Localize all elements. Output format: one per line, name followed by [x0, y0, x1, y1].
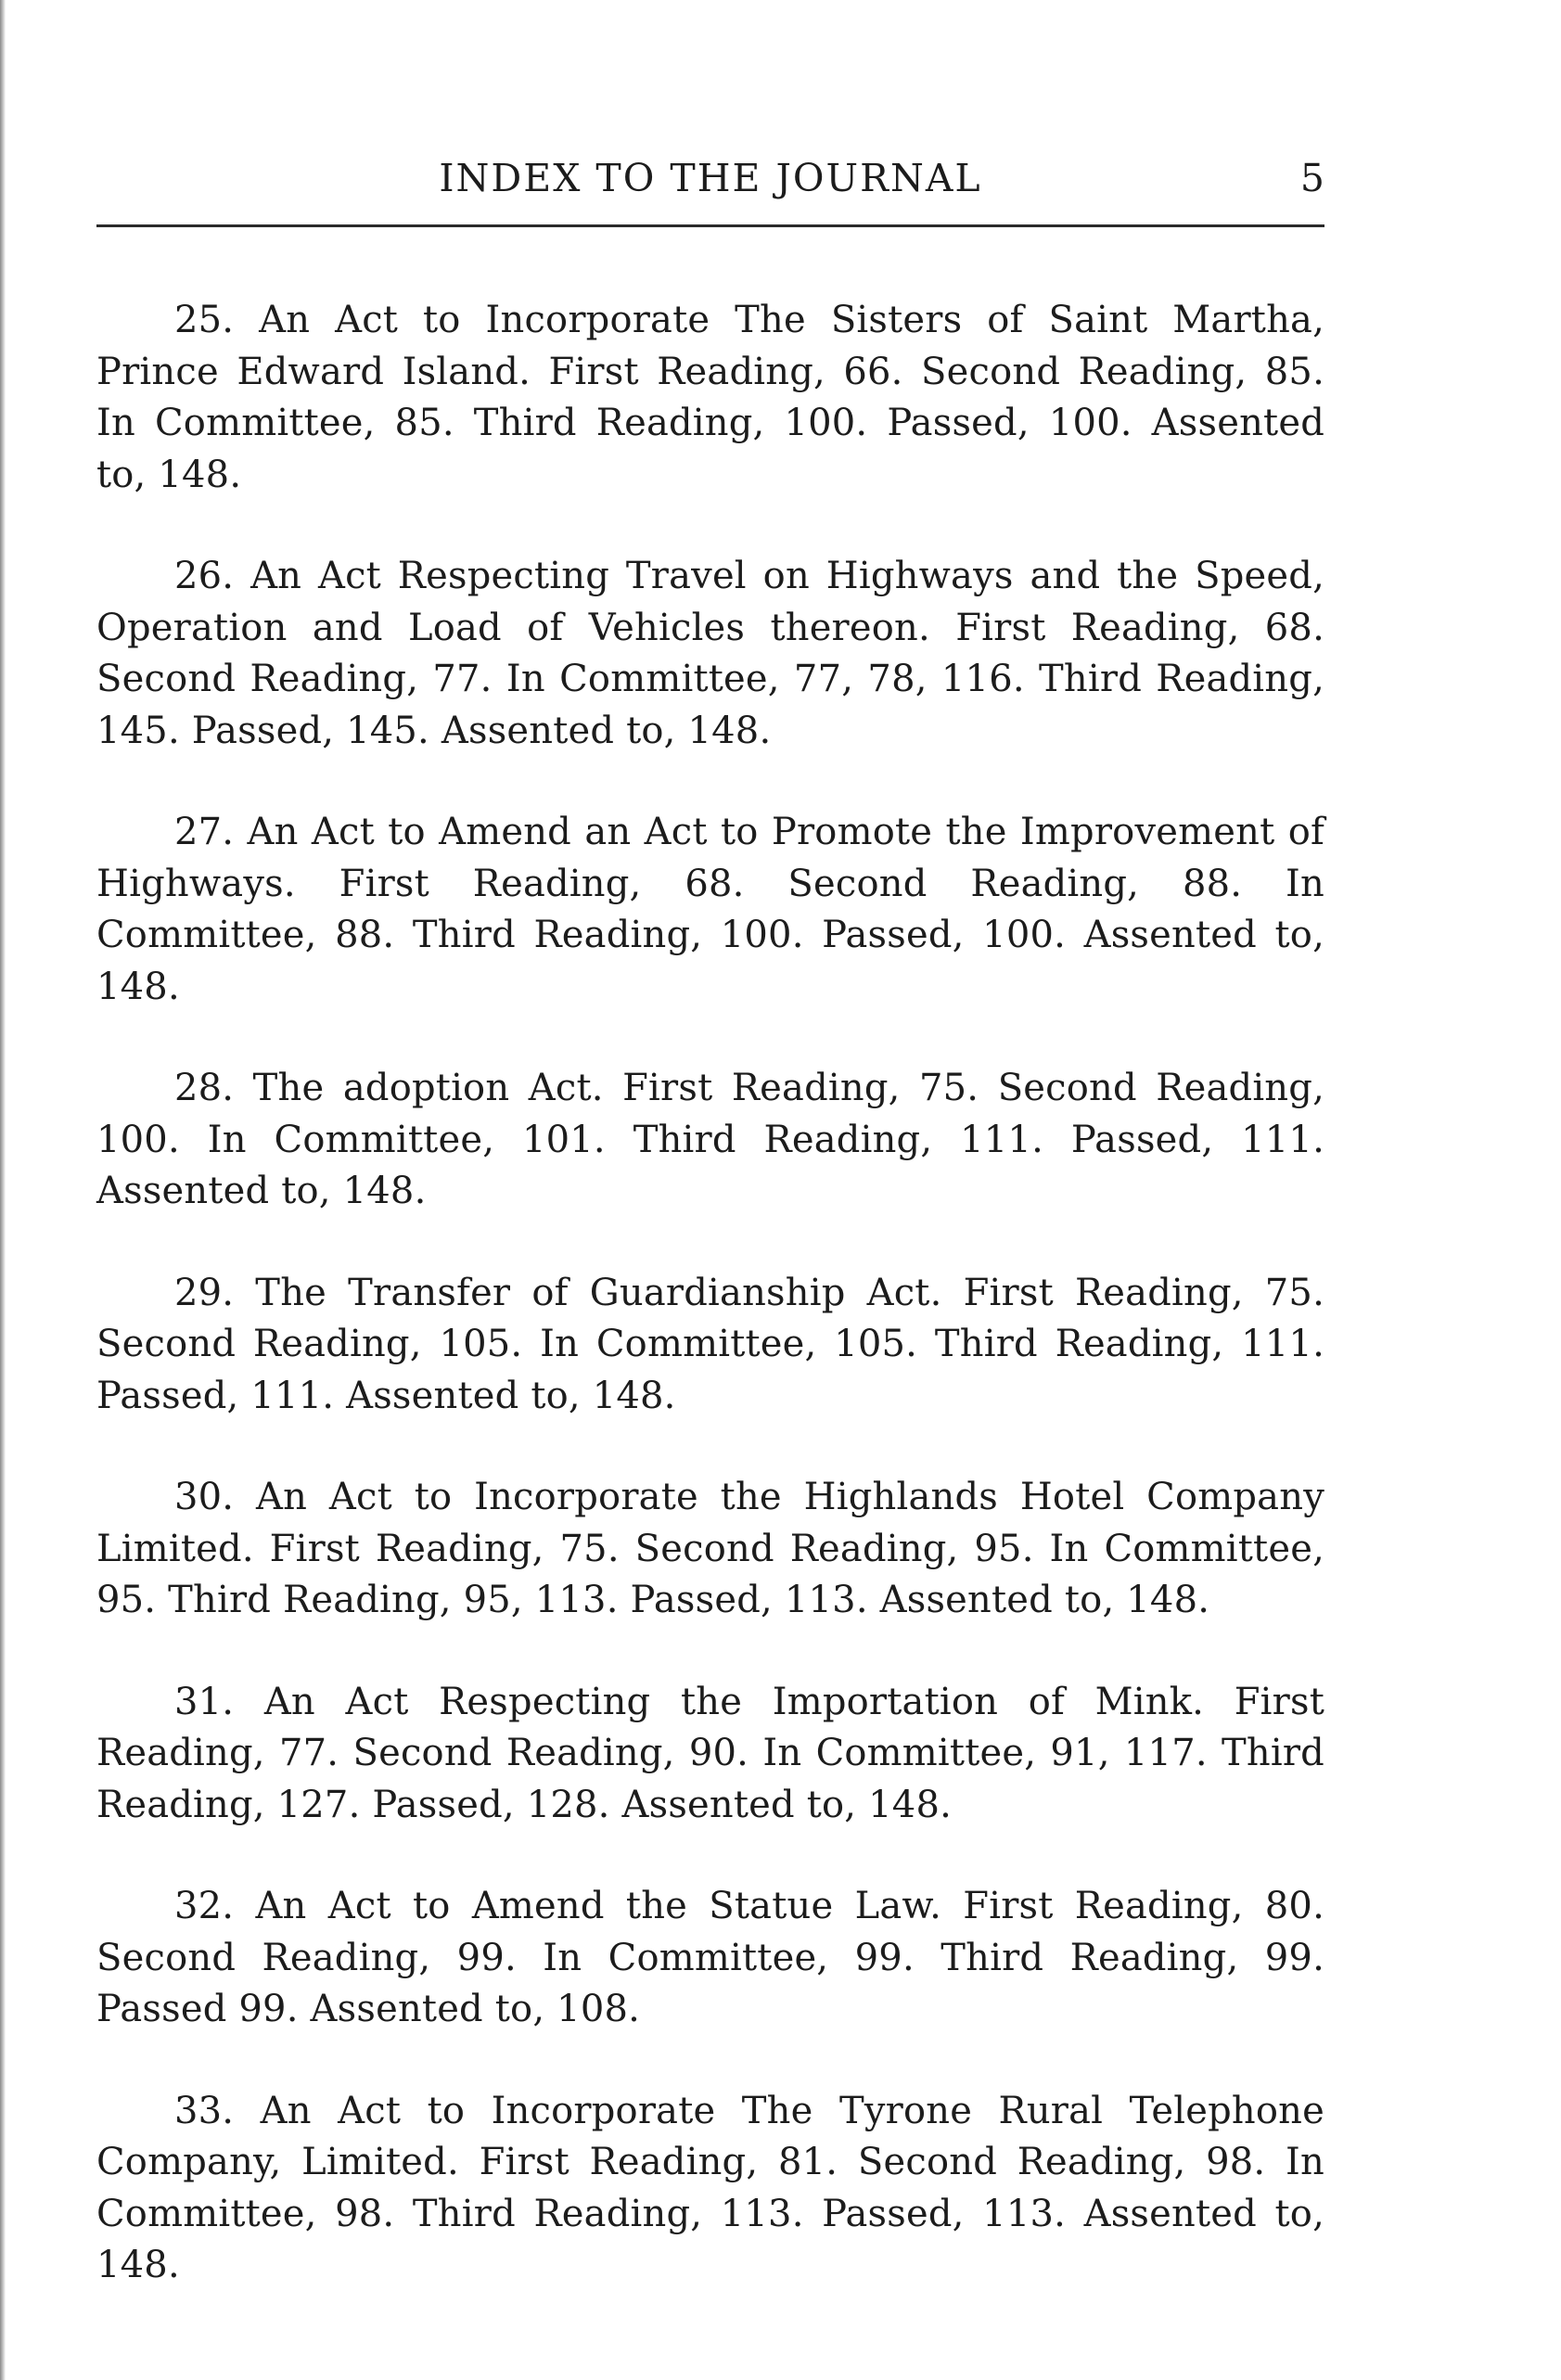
index-entry-28: 28. The adoption Act. First Reading, 75. Second Reading, 100. In Committee, 101. Third Reading, 111. Passed, 111. Assented to, 148. [96, 1067, 1324, 1212]
binding-edge [0, 0, 6, 2380]
index-entry-33: 33. An Act to Incorporate The Tyrone Rural Telephone Company, Limited. First Reading, 81. Second Reading, 98. In Committee, 98. Third Reading, 113. Passed, 113. Assented to, 148. [96, 2089, 1324, 2286]
index-entry-30: 30. An Act to Incorporate the Highlands Hotel Company Limited. First Reading, 75. Second Reading, 95. In Committee, 95. Third Reading, 95, 113. Passed, 113. Assented to, 148. [96, 1476, 1324, 1621]
index-entries [96, 295, 1324, 2342]
index-entry-32: 32. An Act to Amend the Statue Law. First Reading, 80. Second Reading, 99. In Committee, 99. Third Reading, 99. Passed 99. Assented to, 108. [96, 1885, 1324, 2030]
index-entry-31: 31. An Act Respecting the Importation of Mink. First Reading, 77. Second Reading, 90. In Committee, 91, 117. Third Reading, 127. Passed, 128. Assented to, 148. [96, 1680, 1324, 1826]
running-title: INDEX TO THE JOURNAL [439, 156, 982, 200]
page-header [96, 0, 1324, 210]
page-number: 5 [1299, 156, 1324, 200]
index-entry-27: 27. An Act to Amend an Act to Promote the Improvement of Highways. First Reading, 68. Second Reading, 88. In Committee, 88. Third Reading, 100. Passed, 100. Assented to, 148. [96, 811, 1324, 1008]
index-entry-29: 29. The Transfer of Guardianship Act. First Reading, 75. Second Reading, 105. In Committee, 105. Third Reading, 111. Passed, 111. Assented to, 148. [96, 1271, 1324, 1417]
header-rule [96, 224, 1324, 227]
document-page [96, 0, 1324, 2286]
index-entry-25: 25. An Act to Incorporate The Sisters of Saint Martha, Prince Edward Island. First Reading, 66. Second Reading, 85. In Committee, 85. Third Reading, 100. Passed, 100. Assented to, 148. [96, 299, 1324, 496]
index-entry-26: 26. An Act Respecting Travel on Highways and the Speed, Operation and Load of Vehicles thereon. First Reading, 68. Second Reading, 77. In Committee, 77, 78, 116. Third Reading, 145. Passed, 145. Assented to, 148. [96, 555, 1324, 752]
